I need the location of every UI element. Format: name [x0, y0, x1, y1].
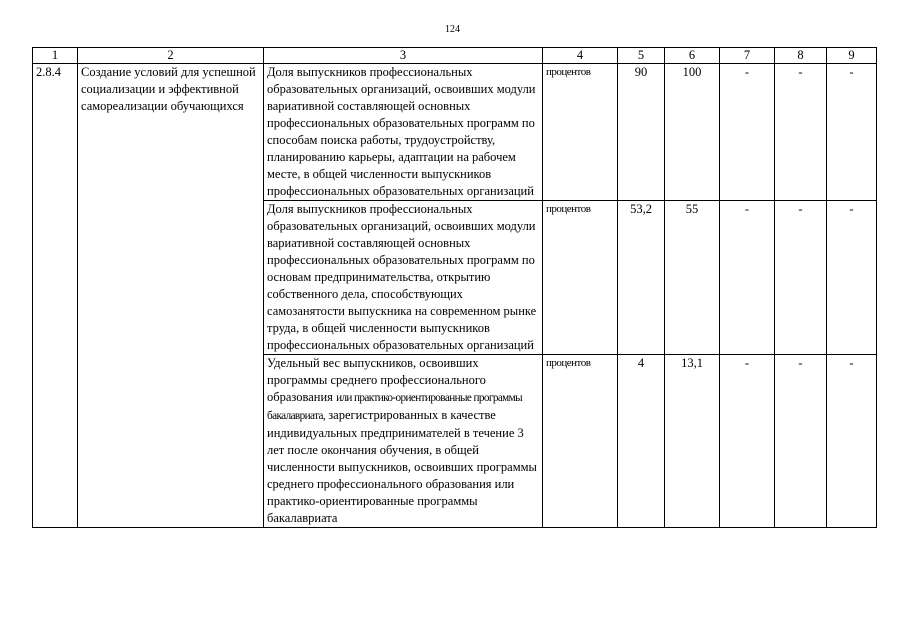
value-col-5: 53,2 — [618, 201, 665, 355]
col-header-7: 7 — [720, 48, 775, 64]
value-col-5: 4 — [618, 355, 665, 528]
col-header-2: 2 — [78, 48, 264, 64]
col-header-8: 8 — [775, 48, 827, 64]
value-col-8: - — [775, 201, 827, 355]
row-number: 2.8.4 — [33, 64, 78, 528]
value-col-6: 55 — [665, 201, 720, 355]
value-col-8: - — [775, 64, 827, 201]
indicator-text-part-c: зарегистрированных в качестве индивидуальных предпринимателей в течение 3 лет после окончания обучения, в общей численности выпускников, освоивших программы среднего профессионального образования или практико-ориентированные программы бакалавриата — [267, 408, 537, 525]
indicator-unit: процентов — [543, 64, 618, 201]
indicator-text-part-a: Удельный вес выпускников, освоивших программы среднего профессионального образования — [267, 356, 486, 404]
indicator-unit: процентов — [543, 355, 618, 528]
value-col-7: - — [720, 355, 775, 528]
indicator-text: Доля выпускников профессиональных образовательных организаций, освоивших модули вариативной составляющей основных профессиональных образовательных программ по способам поиска работы, трудоустройству, планированию карьеры, адаптации на рабочем месте, в общей численности выпускников профессиональных образовательных организаций — [264, 64, 543, 201]
table-row — [33, 64, 877, 201]
page-number: 124 — [445, 24, 460, 35]
col-header-9: 9 — [827, 48, 877, 64]
value-col-9: - — [827, 355, 877, 528]
col-header-6: 6 — [665, 48, 720, 64]
indicator-text: Доля выпускников профессиональных образовательных организаций, освоивших модули вариативной составляющей основных профессиональных образовательных программ по основам предпринимательства, открытию собственного дела, способствующих самозанятости выпускника на современном рынке труда, в общей численности выпускников профессиональных образовательных организаций — [264, 201, 543, 355]
indicator-unit: процентов — [543, 201, 618, 355]
value-col-8: - — [775, 355, 827, 528]
indicators-table — [32, 47, 877, 528]
value-col-9: - — [827, 64, 877, 201]
col-header-5: 5 — [618, 48, 665, 64]
value-col-5: 90 — [618, 64, 665, 201]
indicator-text — [264, 355, 543, 528]
value-col-7: - — [720, 64, 775, 201]
indicator-text-part-b: или практико-ориентированные программы бакалавриата, — [267, 392, 523, 422]
task-name: Создание условий для успешной социализации и эффективной самореализации обучающихся — [78, 64, 264, 528]
col-header-4: 4 — [543, 48, 618, 64]
header-row — [33, 48, 877, 64]
value-col-7: - — [720, 201, 775, 355]
value-col-6: 100 — [665, 64, 720, 201]
col-header-3: 3 — [264, 48, 543, 64]
col-header-1: 1 — [33, 48, 78, 64]
value-col-9: - — [827, 201, 877, 355]
value-col-6: 13,1 — [665, 355, 720, 528]
